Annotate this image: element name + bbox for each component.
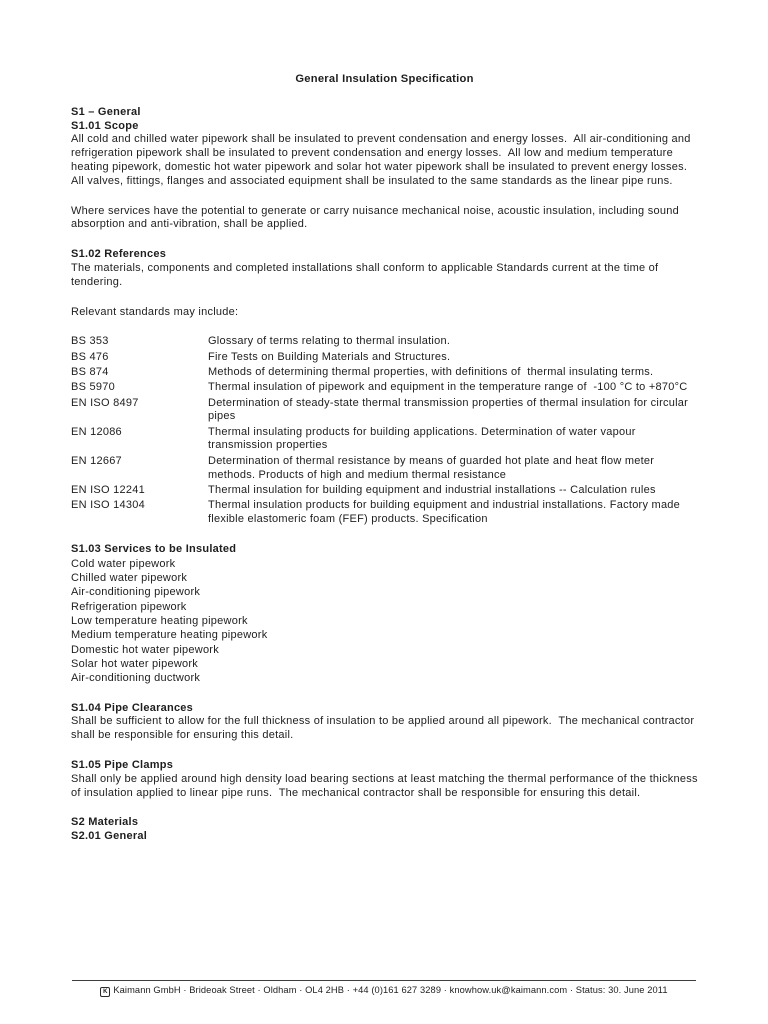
standard-description: Glossary of terms relating to thermal insulation. [208,335,451,348]
standard-code: EN ISO 14304 [71,499,145,512]
standard-code: EN 12667 [71,454,122,467]
paragraph: Shall only be applied around high density load bearing sections at least matching the thermal performance of the thickness of insulation applied to linear pipe runs. The mechanical contractor shall be responsible for ensuring this detail. [71,772,702,799]
standard-description: Thermal insulation of pipework and equipment in the temperature range of -100 °C to +870°C [208,381,688,394]
document-title: General Insulation Specification [295,73,474,85]
standard-description: Methods of determining thermal properties, with definitions of thermal insulating terms. [208,365,654,378]
standard-description: Determination of thermal resistance by means of guarded hot plate and heat flow meter methods. Products of high and medium thermal resistance [208,454,658,481]
service-item: Air-conditioning pipework [71,586,201,599]
standard-code: BS 353 [71,335,109,348]
kaimann-logo-icon: K [100,987,110,997]
doc-section [71,816,698,844]
section-heading: S1.03 Services to be Insulated [71,542,237,555]
doc-section [71,248,698,289]
paragraph: The materials, components and completed installations shall conform to applicable Standards current at the time of tendering. [71,261,662,288]
section-heading: S1.01 Scope [71,119,139,132]
page-footer [72,980,696,997]
standard-row [71,426,698,454]
standard-row [71,335,698,349]
standard-code: EN 12086 [71,425,122,438]
paragraph: All cold and chilled water pipework shall be insulated to prevent condensation and energy losses. All air-conditioning and refrigeration pipework shall be insulated to prevent condensation and energy losses. All low and medium temperature heating pipework, domestic hot water pipework and solar hot water pipework shall be insulated to prevent energy losses. All valves, fittings, flanges and associated equipment shall be insulated to the same standards as the linear pipe runs. [71,133,694,187]
section-heading: S1 – General [71,105,141,118]
standard-description: Thermal insulating products for building applications. Determination of water vapour transmission properties [208,425,639,452]
standard-code: BS 5970 [71,381,115,394]
section-heading: S1.02 References [71,248,167,261]
service-item: Low temperature heating pipework [71,614,248,627]
standard-code: BS 874 [71,365,109,378]
doc-section [71,759,702,800]
standard-description: Thermal insulation for building equipment and industrial installations -- Calculation rules [208,483,656,496]
standard-description: Determination of steady-state thermal transmission properties of thermal insulation for circular pipes [208,396,692,423]
service-item: Cold water pipework [71,557,176,570]
service-item: Medium temperature heating pipework [71,629,268,642]
standard-row [71,484,698,498]
standards-table [71,335,698,526]
doc-section [71,106,698,189]
doc-section [71,205,698,233]
standard-description: Thermal insulation products for building equipment and industrial installations. Factory made flexible elastomeric foam (FEF) products. Specification [208,499,684,525]
doc-section [71,306,698,320]
standard-description: Fire Tests on Building Materials and Structures. [208,350,451,363]
doc-section [71,543,698,686]
section-heading: S2 Materials [71,816,139,829]
section-heading: S2.01 General [71,830,148,843]
standard-row [71,455,698,483]
standard-row [71,499,698,527]
standard-code: BS 476 [71,350,109,363]
doc-section [71,702,698,743]
standard-code: EN ISO 12241 [71,483,145,496]
footer-text: Kaimann GmbH · Brideoak Street · Oldham · OL4 2HB · +44 (0)161 627 3289 · knowhow.uk@kaimann.com · Status: 30. June 2011 [113,985,668,995]
service-item: Solar hot water pipework [71,657,199,670]
standard-code: EN ISO 8497 [71,396,139,409]
standard-row [71,381,698,395]
document-body [71,105,702,844]
standard-row [71,351,698,365]
paragraph: Relevant standards may include: [71,305,239,318]
standard-row [71,366,698,380]
section-heading: S1.05 Pipe Clamps [71,759,174,771]
paragraph: Shall be sufficient to allow for the full thickness of insulation to be applied around all pipework. The mechanical contractor shall be responsible for ensuring this detail. [71,715,698,742]
service-item: Refrigeration pipework [71,600,187,613]
service-item: Air-conditioning ductwork [71,672,201,685]
service-item: Domestic hot water pipework [71,643,219,656]
section-heading: S1.04 Pipe Clearances [71,701,194,714]
standard-row [71,397,698,425]
paragraph: Where services have the potential to generate or carry nuisance mechanical noise, acoustic insulation, including sound absorption and anti-vibration, shall be applied. [71,204,683,231]
service-item: Chilled water pipework [71,571,188,584]
